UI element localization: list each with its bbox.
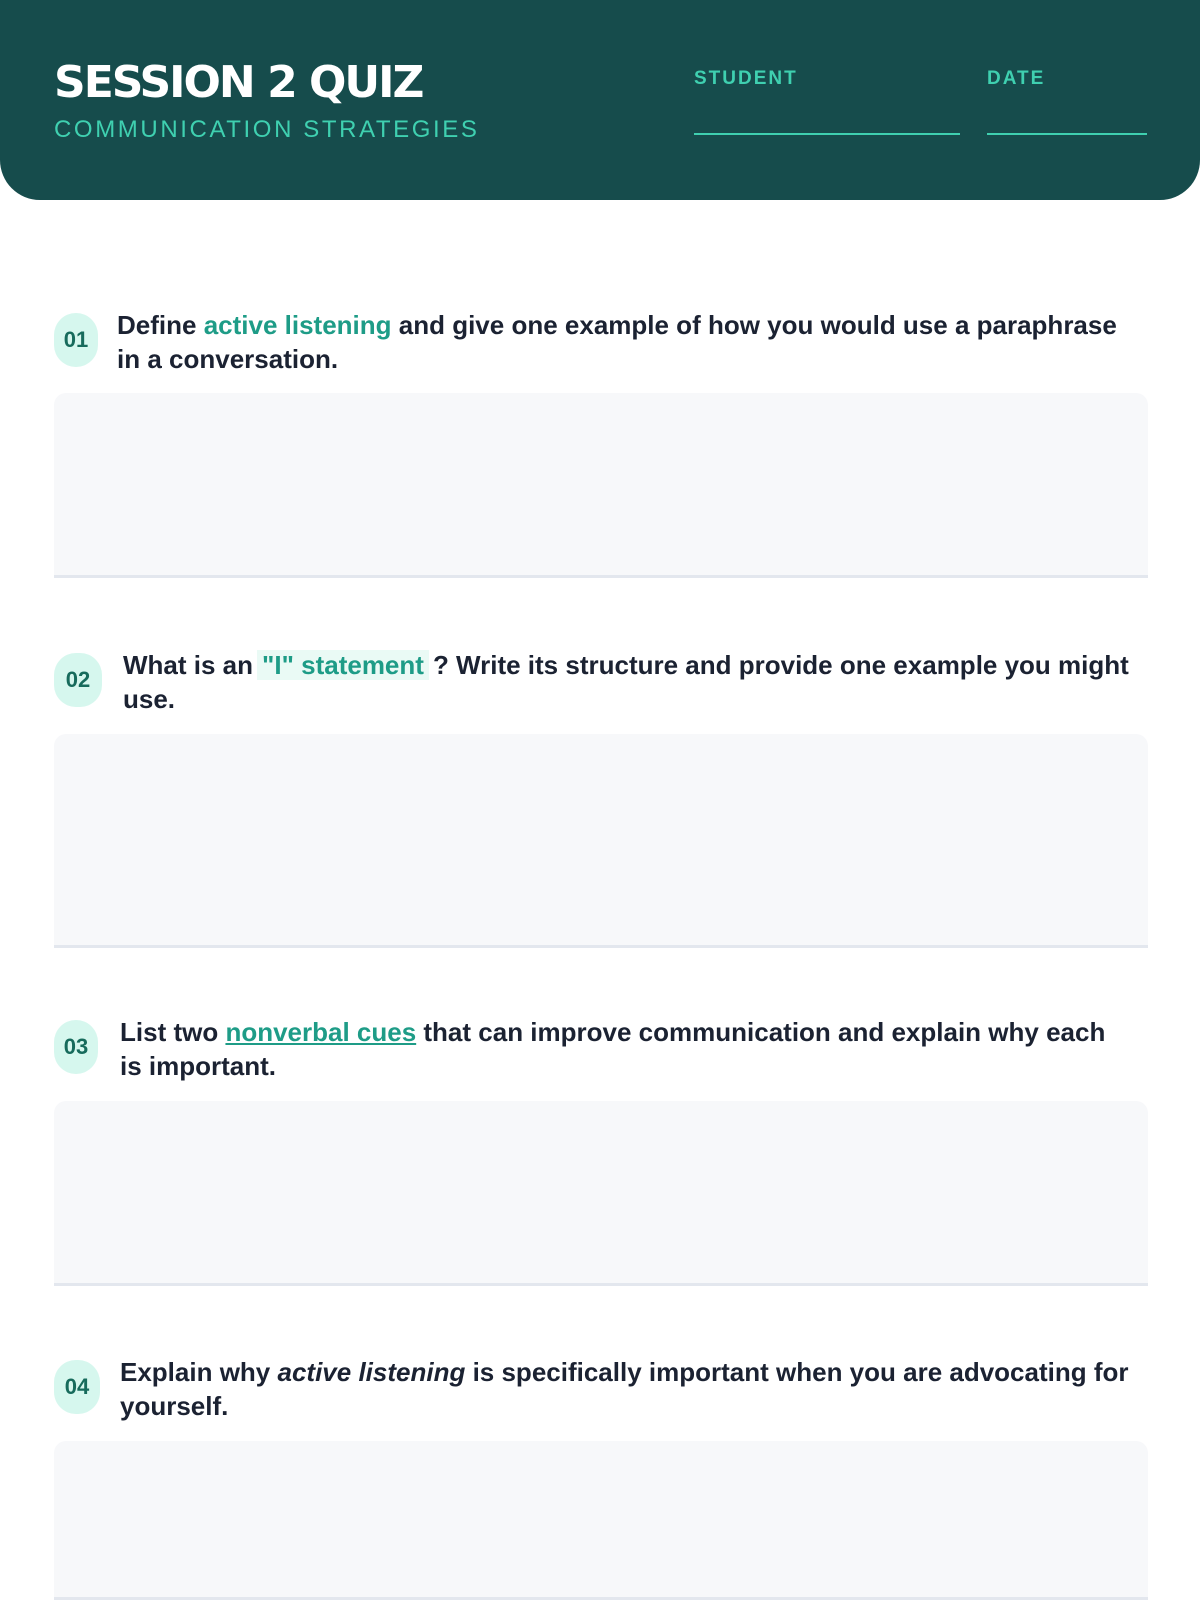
- answer-box-1[interactable]: [54, 393, 1148, 578]
- question-2-text-before: What is an: [123, 650, 254, 680]
- answer-box-4[interactable]: [54, 1441, 1148, 1600]
- question-1-text: [117, 308, 1117, 376]
- student-label: STUDENT: [694, 68, 798, 89]
- question-3-text: [120, 1015, 1120, 1083]
- question-3-header: [54, 1015, 1148, 1085]
- quiz-header: [0, 0, 1200, 200]
- question-2-text: [123, 648, 1148, 716]
- question-1-text-after: and give one example of how you would use a paraphrase in a conversation.: [117, 310, 1117, 374]
- page-subtitle: COMMUNICATION STRATEGIES: [54, 116, 480, 143]
- date-field[interactable]: [987, 133, 1147, 135]
- question-4-text: [120, 1355, 1148, 1423]
- question-1-header: [54, 308, 1148, 378]
- question-3-text-after: that can improve communication and explain why each is important.: [120, 1017, 1106, 1081]
- question-number-badge: 01: [54, 313, 98, 367]
- question-number-badge: 03: [54, 1020, 98, 1074]
- question-2-header: [54, 648, 1148, 718]
- question-4-text-after: is specifically important when you are advocating for yourself.: [120, 1357, 1129, 1421]
- page-title: SESSION 2 QUIZ: [54, 57, 423, 108]
- answer-box-2[interactable]: [54, 734, 1148, 948]
- question-4-keyword: active listening: [277, 1357, 466, 1387]
- question-4-header: [54, 1355, 1148, 1425]
- question-3-text-before: List two: [120, 1017, 226, 1047]
- question-1-keyword: active listening: [203, 310, 392, 340]
- question-1-text-before: Define: [117, 310, 204, 340]
- student-name-field[interactable]: [694, 133, 960, 135]
- question-2-text-after: ? Write its structure and provide one example you might use.: [123, 650, 1129, 714]
- question-4-text-before: Explain why: [120, 1357, 278, 1387]
- answer-box-3[interactable]: [54, 1101, 1148, 1286]
- question-number-badge: 02: [54, 653, 102, 707]
- question-2-keyword: "I" statement: [257, 650, 429, 680]
- question-number-badge: 04: [54, 1360, 100, 1414]
- question-3-keyword: nonverbal cues: [225, 1017, 417, 1047]
- date-label: DATE: [987, 68, 1046, 89]
